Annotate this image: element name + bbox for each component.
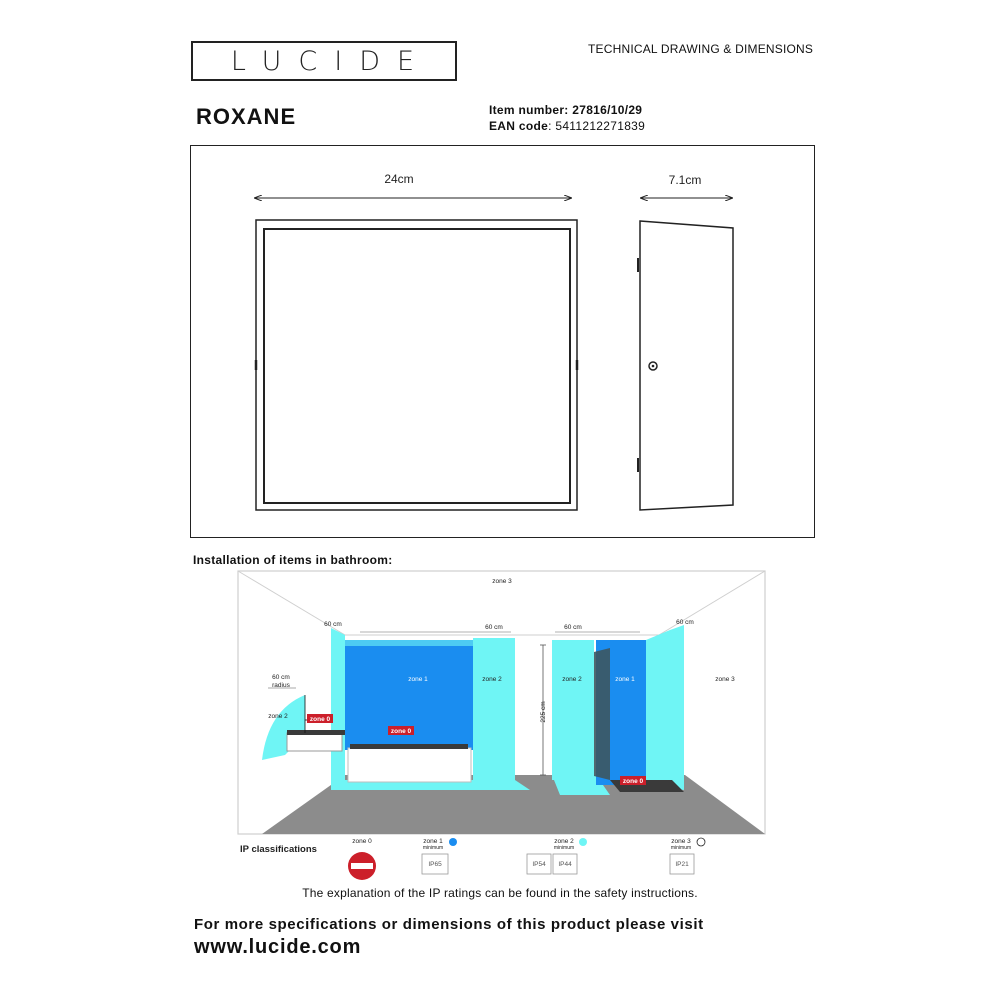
zone2-left-label: zone 2 xyxy=(268,713,288,720)
zone1-right-label: zone 1 xyxy=(615,676,635,683)
ean-value: : 5411212271839 xyxy=(548,119,646,133)
dim-60-mid2-label: 60 cm xyxy=(564,624,582,631)
document-title: TECHNICAL DRAWING & DIMENSIONS xyxy=(588,42,814,56)
no-entry-icon xyxy=(348,852,376,880)
ip-zone3-label: zone 3 xyxy=(671,838,691,845)
item-number-label: Item number: xyxy=(489,103,569,117)
ip-zone2-label: zone 2 xyxy=(554,838,574,845)
zone2-wall-left xyxy=(331,628,345,790)
ip65-label: IP65 xyxy=(428,861,442,868)
more-info-text: For more specifications or dimensions of this product please visit xyxy=(194,916,704,933)
zone0-shower-label: zone 0 xyxy=(622,778,644,785)
product-name: ROXANE xyxy=(196,104,297,129)
ip44-label: IP44 xyxy=(558,861,572,868)
dim-60-mid1-label: 60 cm xyxy=(485,624,503,631)
shower-glass xyxy=(594,648,610,780)
dim-60-right-label: 60 cm xyxy=(676,619,694,626)
zone2-mid-left-label: zone 2 xyxy=(482,676,502,683)
bathroom-section-title: Installation of items in bathroom: xyxy=(193,553,393,567)
ip-zone1-minimum: minimum xyxy=(422,845,444,851)
zone3-color-dot xyxy=(697,838,705,846)
ip-classifications-title: IP classifications xyxy=(240,844,317,855)
website-link[interactable]: www.lucide.com xyxy=(194,936,362,958)
zone2-shower-side xyxy=(552,640,594,780)
ip-zone1-label: zone 1 xyxy=(423,838,443,845)
zone2-bath-side xyxy=(473,638,515,780)
front-width-label: 24cm xyxy=(384,172,414,186)
ip54-label: IP54 xyxy=(532,861,546,868)
radius-label-line1: 60 cm xyxy=(272,674,290,681)
side-depth-label: 7.1cm xyxy=(668,173,702,187)
ip-zone0-label: zone 0 xyxy=(352,838,372,845)
dim-60-left-label: 60 cm xyxy=(324,621,342,628)
zone0-bath-label: zone 0 xyxy=(390,728,412,735)
zone2-mid-right-label: zone 2 xyxy=(562,676,582,683)
zone1-color-dot xyxy=(449,838,457,846)
item-number-value: 27816/10/29 xyxy=(572,103,643,117)
radius-label-line2: radius xyxy=(272,682,290,689)
sink xyxy=(287,733,342,751)
bathtub xyxy=(348,748,471,782)
height-label: 225 cm xyxy=(540,701,547,723)
ean-label: EAN code xyxy=(489,119,549,133)
zone3-top-label: zone 3 xyxy=(492,578,512,585)
ip-zone3-minimum: minimum xyxy=(670,845,692,851)
zone2-shower-right xyxy=(646,625,684,790)
ip-footnote: The explanation of the IP ratings can be found in the safety instructions. xyxy=(302,886,698,900)
zone1-left-label: zone 1 xyxy=(408,676,428,683)
ip21-label: IP21 xyxy=(675,861,689,868)
zone0-sink-label: zone 0 xyxy=(309,716,331,723)
zone3-right-label: zone 3 xyxy=(715,676,735,683)
brand-logo-text: LUCIDE xyxy=(230,45,432,77)
ip-zone2-minimum: minimum xyxy=(553,845,575,851)
zone2-color-dot xyxy=(579,838,587,846)
